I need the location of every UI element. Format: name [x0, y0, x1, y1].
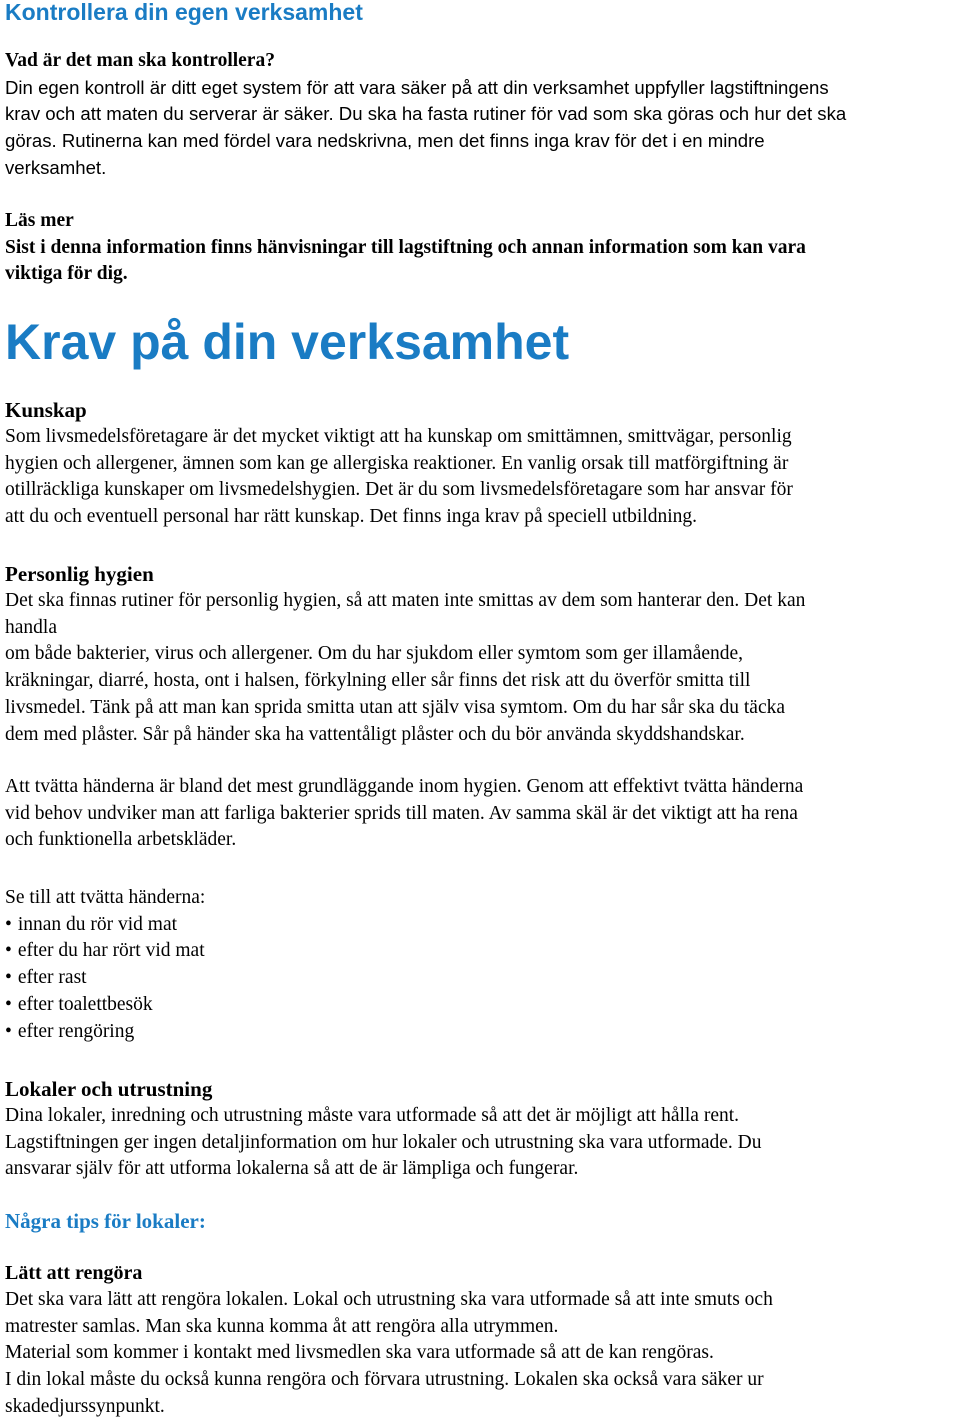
read-more-line: Sist i denna information finns hänvisningar till lagstiftning och annan information som kan vara — [5, 236, 806, 258]
easy-clean-line: Material som kommer i kontakt med livsmedlen ska vara utformade så att de kan rengöras. — [5, 1342, 714, 1364]
list-item: • efter rengöring — [5, 1020, 135, 1042]
easy-clean-section — [5, 1260, 957, 1421]
premises-line: ansvarar själv för att utforma lokalerna så att de är lämpliga och fungerar. — [5, 1158, 579, 1180]
intro-heading: Vad är det man ska kontrollera? — [5, 50, 275, 71]
hygiene-paragraph — [5, 588, 957, 748]
list-item: • efter toalettbesök — [5, 993, 153, 1015]
handwash-intro: Se till att tvätta händerna: — [5, 887, 206, 908]
handwash-line: och funktionella arbetskläder. — [5, 829, 237, 851]
hygiene-line: livsmedel. Tänk på att man kan sprida smitta utan att själv visa symtom. Om du har sår ska du täcka — [5, 696, 786, 718]
bullet-icon: • — [5, 993, 12, 1015]
easy-clean-line: I din lokal måste du också kunna rengöra och förvara utrustning. Lokalen ska också vara säker ur — [5, 1369, 764, 1391]
hygiene-heading: Personlig hygien — [5, 562, 154, 586]
easy-clean-line: matrester samlas. Man ska kunna komma åt att rengöra alla utrymmen. — [5, 1315, 559, 1337]
hygiene-line: om både bakterier, virus och allergener. Om du har sjukdom eller symtom som ger illamående, — [5, 643, 744, 665]
easy-clean-paragraph — [5, 1287, 957, 1421]
intro-line: krav och att maten du serverar är säker. Du ska ha fasta rutiner för vad som ska göras och hur det ska — [5, 103, 847, 125]
intro-section — [5, 48, 957, 182]
handwash-paragraph-block — [5, 774, 957, 854]
premises-paragraph — [5, 1103, 957, 1183]
handwash-line: vid behov undviker man att farliga bakterier sprids till maten. Av samma skäl är det viktigt att ha rena — [5, 802, 798, 824]
handwash-list-block — [5, 885, 957, 1045]
intro-line: verksamhet. — [5, 156, 107, 178]
knowledge-paragraph — [5, 424, 957, 531]
easy-clean-line: skadedjurssynpunkt. — [5, 1395, 165, 1417]
hygiene-section — [5, 561, 957, 748]
knowledge-line: att du och eventuell personal har rätt kunskap. Det finns inga krav på speciell utbildning. — [5, 506, 698, 528]
premises-line: Lagstiftningen ger ingen detaljinformation om hur lokaler och utrustning ska vara utformade. Du — [5, 1131, 762, 1153]
knowledge-line: otillräckliga kunskaper om livsmedelshygien. Det är du som livsmedelsföretagare som har ansvar för — [5, 479, 793, 501]
intro-line: Din egen kontroll är ditt eget system för att vara säker på att din verksamhet uppfyller lagstiftningens — [5, 76, 829, 98]
handwash-paragraph — [5, 774, 957, 854]
premises-line: Dina lokaler, inredning och utrustning måste vara utformade så att det är möjligt att hålla rent. — [5, 1105, 740, 1126]
list-item: • innan du rör vid mat — [5, 913, 178, 935]
knowledge-section — [5, 397, 957, 531]
handwash-line: Att tvätta händerna är bland det mest grundläggande inom hygien. Genom att effektivt tvätta händerna — [5, 776, 804, 797]
bullet-icon: • — [5, 940, 12, 962]
bullet-icon: • — [5, 913, 12, 935]
intro-paragraph — [5, 75, 957, 182]
main-heading-block — [5, 314, 957, 370]
knowledge-line: Som livsmedelsföretagare är det mycket viktigt att ha kunskap om smittämnen, smittvägar, personlig — [5, 426, 792, 447]
knowledge-heading: Kunskap — [5, 398, 87, 422]
list-item: • efter du har rört vid mat — [5, 940, 205, 962]
premises-section — [5, 1076, 957, 1183]
knowledge-line: hygien och allergener, ämnen som kan ge allergiska reaktioner. En vanlig orsak till matförgiftning är — [5, 452, 789, 474]
easy-clean-line: Det ska vara lätt att rengöra lokalen. Lokal och utrustning ska vara utformade så att inte smuts och — [5, 1289, 773, 1310]
read-more-heading: Läs mer — [5, 210, 74, 231]
hygiene-line: dem med plåster. Sår på händer ska ha vattentåligt plåster och du bör använda skyddshandskar. — [5, 723, 745, 745]
handwash-list — [5, 912, 957, 1046]
tips-section — [5, 1208, 957, 1234]
hygiene-line: kräkningar, diarré, hosta, ont i halsen, förkylning eller sår finns det risk att du överför smitta till — [5, 670, 751, 692]
hygiene-line: handla — [5, 616, 57, 638]
hygiene-line: Det ska finnas rutiner för personlig hygien, så att maten inte smittas av dem som hanterar den. Det kan — [5, 590, 806, 611]
tips-heading: Några tips för lokaler: — [5, 1209, 206, 1233]
premises-heading: Lokaler och utrustning — [5, 1077, 213, 1101]
intro-line: göras. Rutinerna kan med fördel vara nedskrivna, men det finns inga krav för det i en mindre — [5, 130, 765, 152]
read-more-line: viktiga för dig. — [5, 263, 128, 285]
list-item: • efter rast — [5, 967, 87, 989]
document-title: Kontrollera din egen verksamhet — [5, 0, 363, 25]
bullet-icon: • — [5, 967, 12, 989]
read-more-paragraph — [5, 235, 957, 288]
bullet-icon: • — [5, 1020, 12, 1042]
read-more-section — [5, 208, 957, 288]
easy-clean-heading: Lätt att rengöra — [5, 1262, 143, 1284]
main-heading: Krav på din verksamhet — [5, 314, 570, 370]
